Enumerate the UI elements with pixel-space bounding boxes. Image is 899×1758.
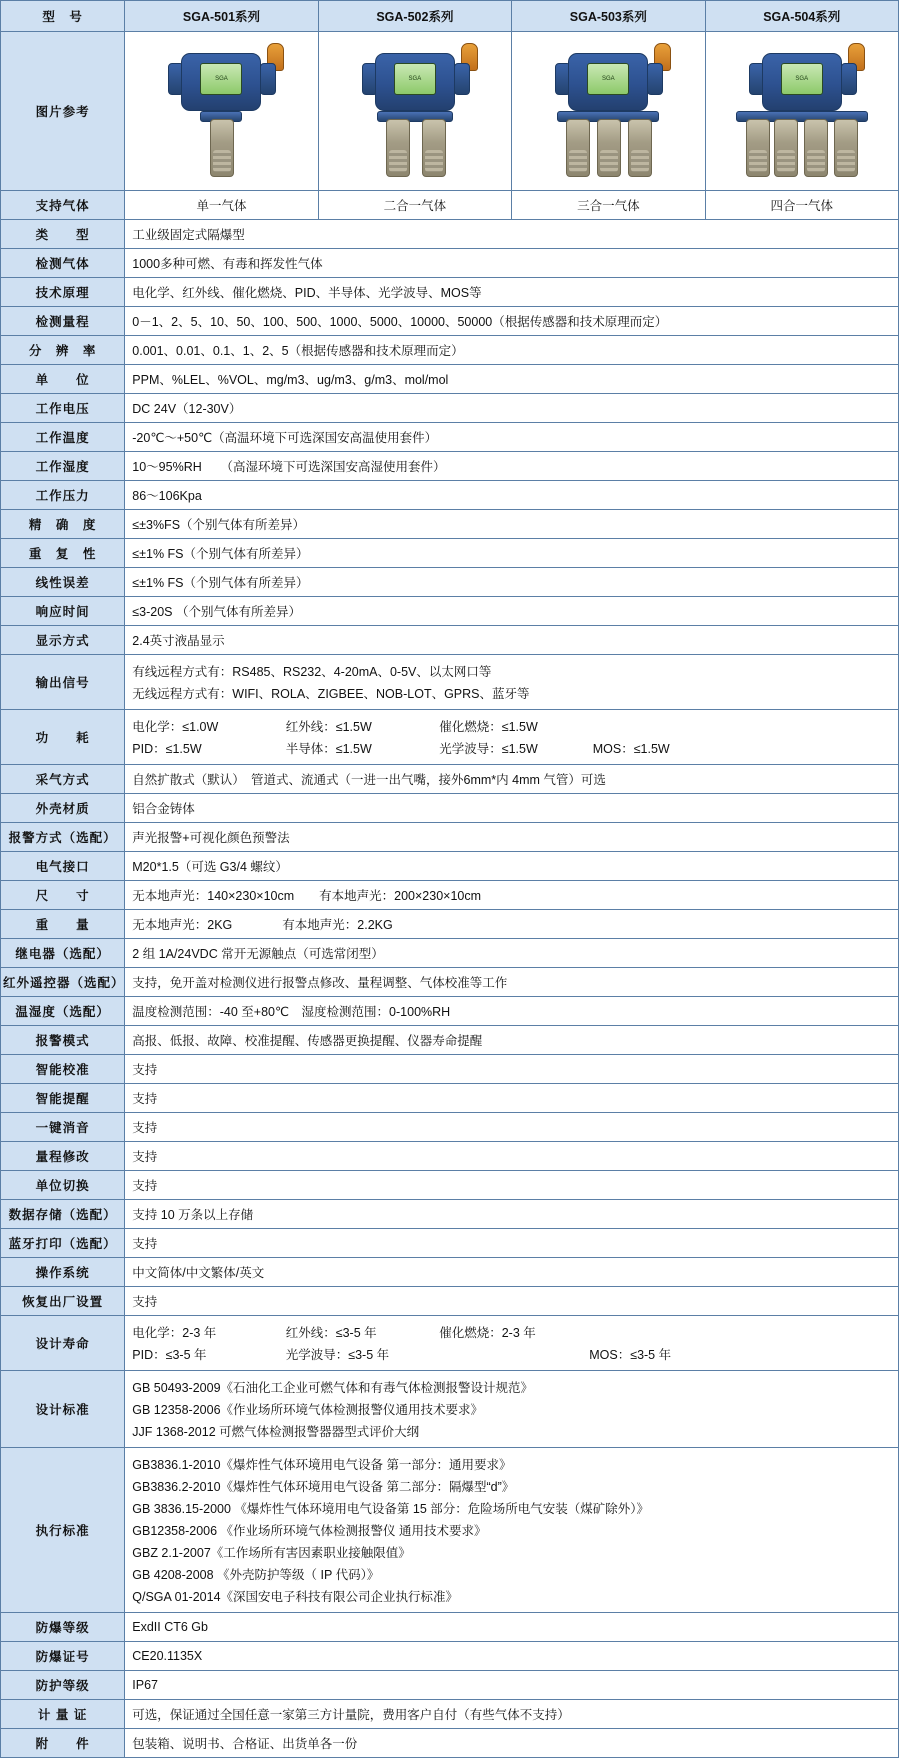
row-label-data-storage: 数据存储（选配） <box>1 1200 125 1229</box>
row-label-type: 类 型 <box>1 220 125 249</box>
table-row <box>1 1200 899 1229</box>
row-label-range-modify: 量程修改 <box>1 1142 125 1171</box>
row-value-shell-material: 铝合金铸体 <box>125 794 899 823</box>
model-503: SGA-503系列 <box>512 1 705 32</box>
row-label-temperature: 工作温度 <box>1 423 125 452</box>
table-row-output-signal <box>1 655 899 710</box>
sensor-probe-1 <box>566 119 590 177</box>
row-value-type: 工业级固定式隔爆型 <box>125 220 899 249</box>
row-label-detect-gas: 检测气体 <box>1 249 125 278</box>
row-label-repeatability: 重 复 性 <box>1 539 125 568</box>
row-value-bluetooth-print: 支持 <box>125 1229 899 1258</box>
row-label-range: 检测量程 <box>1 307 125 336</box>
row-value-ip-rating: IP67 <box>125 1671 899 1700</box>
table-row <box>1 336 899 365</box>
table-row <box>1 1055 899 1084</box>
row-label-design-standard: 设计标准 <box>1 1371 125 1448</box>
row-value-accessories: 包装箱、说明书、合格证、出货单各一份 <box>125 1729 899 1758</box>
gas-support-502: 二合一气体 <box>318 191 511 220</box>
row-label-alarm-method: 报警方式（选配） <box>1 823 125 852</box>
row-label-alarm-mode: 报警模式 <box>1 1026 125 1055</box>
product-image-504 <box>705 32 898 191</box>
row-label-ip-rating: 防护等级 <box>1 1671 125 1700</box>
row-label-size: 尺 寸 <box>1 881 125 910</box>
table-row <box>1 510 899 539</box>
table-row <box>1 278 899 307</box>
table-row <box>1 1671 899 1700</box>
table-row <box>1 452 899 481</box>
exec-standard-item: GB3836.2-2010《爆炸性气体环境用电气设备 第二部分：隔爆型“d”》 <box>132 1480 515 1494</box>
row-label-bluetooth-print: 蓝牙打印（选配） <box>1 1229 125 1258</box>
detector-illustration-503 <box>523 41 693 181</box>
table-row-design-life <box>1 1316 899 1371</box>
row-value-display: 2.4英寸液晶显示 <box>125 626 899 655</box>
table-row <box>1 539 899 568</box>
row-value-size: 无本地声光：140×230×10cm 有本地声光：200×230×10cm <box>125 881 899 910</box>
row-value-weight: 无本地声光：2KG 有本地声光：2.2KG <box>125 910 899 939</box>
row-label-pressure: 工作压力 <box>1 481 125 510</box>
product-image-501 <box>125 32 318 191</box>
row-value-ex-rating: ExdII CT6 Gb <box>125 1613 899 1642</box>
gas-support-504: 四合一气体 <box>705 191 898 220</box>
row-value-ir-remote: 支持，免开盖对检测仪进行报警点修改、量程调整、气体校准等工作 <box>125 968 899 997</box>
life-infrared: 红外线：≤3-5 年 <box>285 1326 377 1340</box>
detector-screen: SGA <box>394 63 436 95</box>
row-label-relay: 继电器（选配） <box>1 939 125 968</box>
row-value-temperature: -20℃～+50℃（高温环境下可选深国安高温使用套件） <box>125 423 899 452</box>
row-label-display: 显示方式 <box>1 626 125 655</box>
row-value-alarm-method: 声光报警+可视化颜色预警法 <box>125 823 899 852</box>
housing-ear-right <box>841 63 857 95</box>
design-standard-item: GB 12358-2006《作业场所环境气体检测报警仪通用技术要求》 <box>132 1403 484 1417</box>
row-label-model: 型 号 <box>1 1 125 32</box>
row-label-technology: 技术原理 <box>1 278 125 307</box>
exec-standard-item: GBZ 2.1-2007《工作场所有害因素职业接触限值》 <box>132 1546 411 1560</box>
model-504: SGA-504系列 <box>705 1 898 32</box>
power-pid: PID：≤1.5W <box>132 742 202 756</box>
row-value-output-signal <box>125 655 899 710</box>
row-value-temp-humidity-option: 温度检测范围：-40 至+80℃ 湿度检测范围：0-100%RH <box>125 997 899 1026</box>
row-value-one-key-mute: 支持 <box>125 1113 899 1142</box>
row-value-metrology-cert: 可选，保证通过全国任意一家第三方计量院，费用客户自付（有些气体不支持） <box>125 1700 899 1729</box>
exec-standard-item: GB12358-2006 《作业场所环境气体检测报警仪 通用技术要求》 <box>132 1524 487 1538</box>
row-value-linearity: ≤±1% FS（个别气体有所差异） <box>125 568 899 597</box>
table-row <box>1 765 899 794</box>
row-value-response-time: ≤3-20S （个别气体有所差异） <box>125 597 899 626</box>
life-pid: PID：≤3-5 年 <box>132 1348 207 1362</box>
table-row <box>1 597 899 626</box>
housing-ear-right <box>647 63 663 95</box>
row-label-factory-reset: 恢复出厂设置 <box>1 1287 125 1316</box>
row-label-one-key-mute: 一键消音 <box>1 1113 125 1142</box>
sensor-probe-2 <box>422 119 446 177</box>
row-value-pressure: 86～106Kpa <box>125 481 899 510</box>
table-row <box>1 249 899 278</box>
model-501: SGA-501系列 <box>125 1 318 32</box>
exec-standard-item: Q/SGA 01-2014《深国安电子科技有限公司企业执行标准》 <box>132 1590 459 1604</box>
model-502: SGA-502系列 <box>318 1 511 32</box>
sensor-probe-1 <box>210 119 234 177</box>
exec-standard-item: GB 4208-2008 《外壳防护等级（ IP 代码）》 <box>132 1568 380 1582</box>
life-mos: MOS：≤3-5 年 <box>589 1348 672 1362</box>
row-value-ex-certificate: CE20.1135X <box>125 1642 899 1671</box>
row-value-smart-reminder: 支持 <box>125 1084 899 1113</box>
power-electrochemical: 电化学：≤1.0W <box>132 720 219 734</box>
design-standard-item: JJF 1368-2012 可燃气体检测报警器器型式评价大纲 <box>132 1425 420 1439</box>
life-line-2 <box>132 1343 891 1365</box>
table-row <box>1 1084 899 1113</box>
table-row <box>1 1287 899 1316</box>
product-image-503 <box>512 32 705 191</box>
table-row-power <box>1 710 899 765</box>
row-value-repeatability: ≤±1% FS（个别气体有所差异） <box>125 539 899 568</box>
table-row <box>1 1229 899 1258</box>
sensor-probe-4 <box>834 119 858 177</box>
row-label-electrical-interface: 电气接口 <box>1 852 125 881</box>
power-line-2 <box>132 737 891 759</box>
life-electrochemical: 电化学：2-3 年 <box>132 1326 217 1340</box>
table-row <box>1 220 899 249</box>
sensor-probe-1 <box>746 119 770 177</box>
row-label-gas-support: 支持气体 <box>1 191 125 220</box>
table-row <box>1 1171 899 1200</box>
table-row <box>1 997 899 1026</box>
detector-screen: SGA <box>200 63 242 95</box>
row-label-image: 图片参考 <box>1 32 125 191</box>
table-row <box>1 1026 899 1055</box>
power-mos: MOS：≤1.5W <box>592 742 670 756</box>
power-optical-waveguide: 光学波导：≤1.5W <box>439 742 538 756</box>
row-value-power <box>125 710 899 765</box>
row-value-design-life <box>125 1316 899 1371</box>
gas-support-501: 单一气体 <box>125 191 318 220</box>
row-label-design-life: 设计寿命 <box>1 1316 125 1371</box>
exec-standard-item: GB3836.1-2010《爆炸性气体环境用电气设备 第一部分：通用要求》 <box>132 1458 512 1472</box>
row-value-relay: 2 组 1A/24VDC 常开无源触点（可选常闭型） <box>125 939 899 968</box>
table-row-exec-standard <box>1 1448 899 1613</box>
row-label-smart-calibration: 智能校准 <box>1 1055 125 1084</box>
row-value-range: 0－1、2、5、10、50、100、500、1000、5000、10000、50000（根据传感器和技术原理而定） <box>125 307 899 336</box>
row-label-power: 功 耗 <box>1 710 125 765</box>
row-label-os: 操作系统 <box>1 1258 125 1287</box>
row-value-resolution: 0.001、0.01、0.1、1、2、5（根据传感器和技术原理而定） <box>125 336 899 365</box>
row-value-smart-calibration: 支持 <box>125 1055 899 1084</box>
row-value-exec-standard <box>125 1448 899 1613</box>
row-value-unit-switch: 支持 <box>125 1171 899 1200</box>
table-row <box>1 1729 899 1758</box>
row-label-sampling: 采气方式 <box>1 765 125 794</box>
exec-standard-item: GB 3836.15-2000 《爆炸性气体环境用电气设备第 15 部分：危险场所电气安装（煤矿除外）》 <box>132 1502 650 1516</box>
table-row <box>1 394 899 423</box>
row-value-voltage: DC 24V（12-30V） <box>125 394 899 423</box>
row-label-temp-humidity-option: 温湿度（选配） <box>1 997 125 1026</box>
table-row <box>1 423 899 452</box>
row-value-accuracy: ≤±3%FS（个别气体有所差异） <box>125 510 899 539</box>
life-optical-waveguide: 光学波导：≤3-5 年 <box>285 1348 390 1362</box>
table-row <box>1 823 899 852</box>
table-row-model-header <box>1 1 899 32</box>
row-value-technology: 电化学、红外线、催化燃烧、PID、半导体、光学波导、MOS等 <box>125 278 899 307</box>
row-label-ir-remote: 红外遥控器（选配） <box>1 968 125 997</box>
row-label-linearity: 线性误差 <box>1 568 125 597</box>
table-row <box>1 568 899 597</box>
sensor-probe-2 <box>774 119 798 177</box>
table-row <box>1 1142 899 1171</box>
row-value-os: 中文简体/中文繁体/英文 <box>125 1258 899 1287</box>
detector-illustration-501 <box>136 41 306 181</box>
output-wireless: 无线远程方式有：WIFI、ROLA、ZIGBEE、NOB-LOT、GPRS、蓝牙等 <box>132 687 530 701</box>
row-value-sampling: 自然扩散式（默认） 管道式、流通式（一进一出气嘴，接外6mm*内 4mm 气管）可选 <box>125 765 899 794</box>
row-value-alarm-mode: 高报、低报、故障、校准提醒、传感器更换提醒、仪器寿命提醒 <box>125 1026 899 1055</box>
sensor-probe-3 <box>628 119 652 177</box>
power-line-1 <box>132 715 891 737</box>
row-label-accessories: 附 件 <box>1 1729 125 1758</box>
row-value-design-standard <box>125 1371 899 1448</box>
row-value-data-storage: 支持 10 万条以上存储 <box>125 1200 899 1229</box>
table-row <box>1 1700 899 1729</box>
row-value-factory-reset: 支持 <box>125 1287 899 1316</box>
detector-illustration-504 <box>717 41 887 181</box>
sensor-probe-1 <box>386 119 410 177</box>
table-row <box>1 881 899 910</box>
table-row-design-standard <box>1 1371 899 1448</box>
housing-ear-right <box>260 63 276 95</box>
product-image-502 <box>318 32 511 191</box>
life-line-1 <box>132 1321 891 1343</box>
row-label-weight: 重 量 <box>1 910 125 939</box>
table-row <box>1 481 899 510</box>
row-value-humidity: 10～95%RH （高湿环境下可选深国安高湿使用套件） <box>125 452 899 481</box>
detector-illustration-502 <box>330 41 500 181</box>
row-label-smart-reminder: 智能提醒 <box>1 1084 125 1113</box>
row-value-unit: PPM、%LEL、%VOL、mg/m3、ug/m3、g/m3、mol/mol <box>125 365 899 394</box>
table-row <box>1 1258 899 1287</box>
table-row <box>1 794 899 823</box>
sensor-probe-3 <box>804 119 828 177</box>
row-label-response-time: 响应时间 <box>1 597 125 626</box>
table-row <box>1 939 899 968</box>
row-value-electrical-interface: M20*1.5（可选 G3/4 螺纹） <box>125 852 899 881</box>
row-label-unit: 单 位 <box>1 365 125 394</box>
gas-support-503: 三合一气体 <box>512 191 705 220</box>
row-label-unit-switch: 单位切换 <box>1 1171 125 1200</box>
row-label-accuracy: 精 确 度 <box>1 510 125 539</box>
housing-ear-right <box>454 63 470 95</box>
power-catalytic: 催化燃烧：≤1.5W <box>439 720 538 734</box>
table-row <box>1 365 899 394</box>
row-label-metrology-cert: 计 量 证 <box>1 1700 125 1729</box>
detector-screen: SGA <box>781 63 823 95</box>
row-label-ex-certificate: 防爆证号 <box>1 1642 125 1671</box>
table-row <box>1 1613 899 1642</box>
row-label-shell-material: 外壳材质 <box>1 794 125 823</box>
table-row-gas-support <box>1 191 899 220</box>
sensor-probe-2 <box>597 119 621 177</box>
design-standard-item: GB 50493-2009《石油化工企业可燃气体和有毒气体检测报警设计规范》 <box>132 1381 534 1395</box>
table-row <box>1 852 899 881</box>
power-semiconductor: 半导体：≤1.5W <box>285 742 372 756</box>
row-label-ex-rating: 防爆等级 <box>1 1613 125 1642</box>
row-value-detect-gas: 1000多种可燃、有毒和挥发性气体 <box>125 249 899 278</box>
table-row-image <box>1 32 899 191</box>
row-label-voltage: 工作电压 <box>1 394 125 423</box>
table-row <box>1 1113 899 1142</box>
table-row <box>1 968 899 997</box>
row-value-range-modify: 支持 <box>125 1142 899 1171</box>
power-infrared: 红外线：≤1.5W <box>285 720 372 734</box>
table-row <box>1 910 899 939</box>
output-wired: 有线远程方式有：RS485、RS232、4-20mA、0-5V、以太网口等 <box>132 665 492 679</box>
table-row <box>1 626 899 655</box>
table-row <box>1 1642 899 1671</box>
row-label-output-signal: 输出信号 <box>1 655 125 710</box>
row-label-humidity: 工作湿度 <box>1 452 125 481</box>
table-row <box>1 307 899 336</box>
life-catalytic: 催化燃烧：2-3 年 <box>439 1326 536 1340</box>
detector-screen: SGA <box>587 63 629 95</box>
row-label-resolution: 分 辨 率 <box>1 336 125 365</box>
row-label-exec-standard: 执行标准 <box>1 1448 125 1613</box>
